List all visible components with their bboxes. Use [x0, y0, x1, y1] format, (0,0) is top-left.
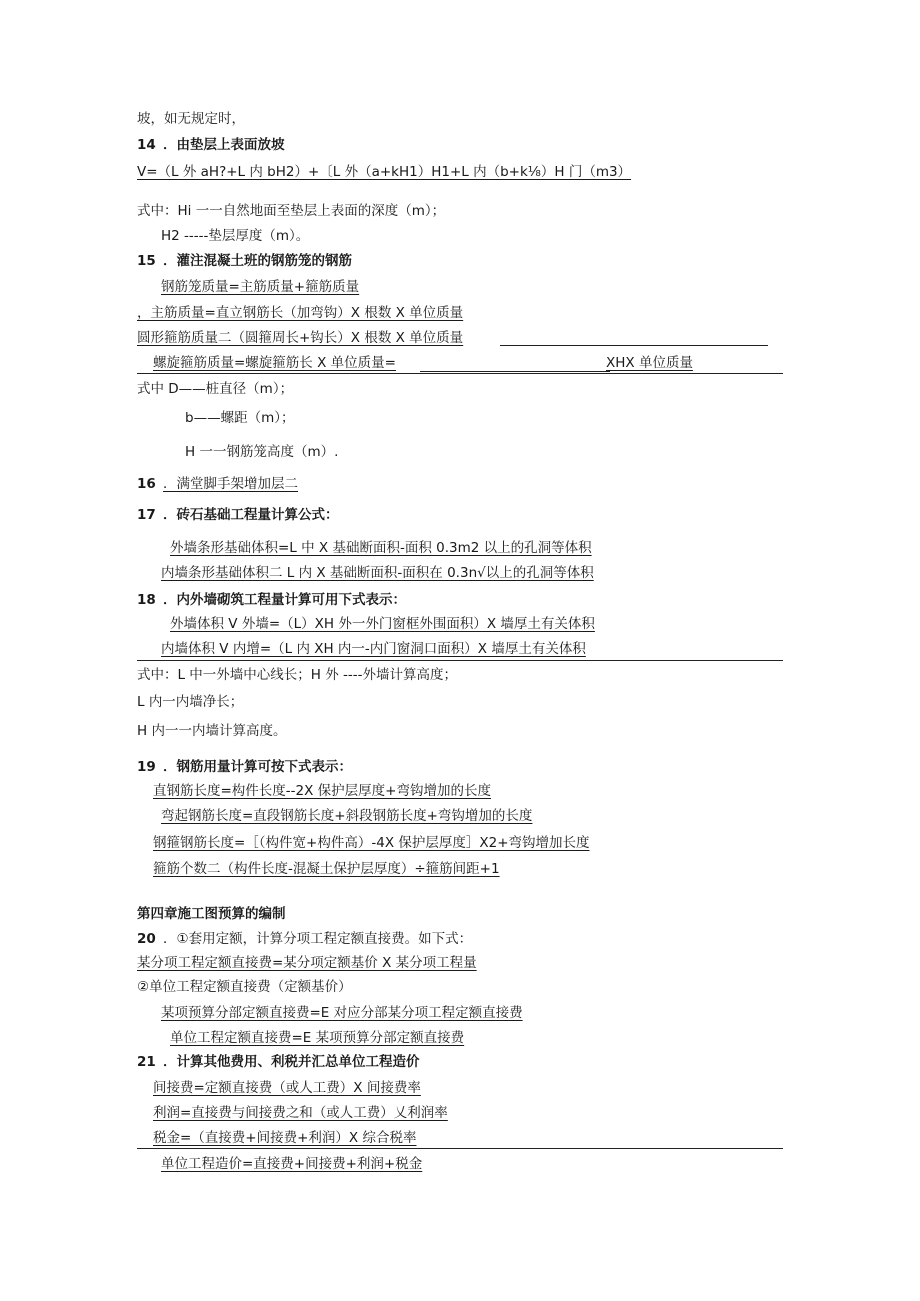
text-line: H2 -----垫层厚度（m）。: [161, 228, 310, 244]
formula-line: 单位工程造价=直接费+间接费+利润+税金: [161, 1156, 423, 1172]
text-line: b——螺距（m）；: [185, 410, 295, 426]
formula-line: 外墙体积 V 外墙=（L）XH 外一外门窗框外围面积）X 墙厚土有关体积: [170, 616, 595, 632]
formula-line: 圆形箍筋质量二（圆箍周长+钩长）X 根数 X 单位质量: [137, 330, 464, 346]
section-heading-21: [137, 1053, 420, 1071]
formula-line: 外墙条形基础体积=L 中 X 基础断面积-面积 0.3m2 以上的孔洞等体积: [170, 540, 592, 556]
section-heading-19: [137, 758, 352, 776]
section-title: ．灌注混凝土班的钢筋笼的钢筋: [163, 253, 352, 269]
formula-line: ，主筋质量=直立钢筋长（加弯钩）X 根数 X 单位质量: [137, 305, 464, 321]
text-line: 式中：L 中一外墙中心线长；H 外 ----外墙计算高度；: [137, 667, 458, 683]
section-title: ．钢筋用量计算可按下式表示：: [163, 759, 352, 775]
formula-line: 内墙体积 V 内增=（L 内 XH 内一-内门窗洞口面积）X 墙厚土有关体积: [161, 641, 586, 657]
section-number: 17: [137, 507, 156, 523]
formula-line: 某分项工程定额直接费=某分项定额基价 X 某分项工程量: [137, 955, 477, 971]
formula-line: 钢箍钢筋长度=［（构件宽+构件高）-4X 保护层厚度］X2+弯钩增加长度: [153, 835, 590, 851]
formula-line: 箍筋个数二（构件长度-混凝土保护层厚度）÷箍筋间距+1: [153, 861, 500, 877]
text-line: 式中：Hi 一一自然地面至垫层上表面的深度（m）；: [137, 203, 446, 219]
section-number: 15: [137, 253, 156, 269]
section-heading-17: [137, 506, 339, 524]
chapter-title: 第四章施工图预算的编制: [137, 906, 286, 922]
horizontal-rule: [137, 1148, 783, 1149]
section-title: ．①套用定额，计算分项工程定额直接费。如下式：: [163, 931, 473, 947]
formula-line: 螺旋箍筋质量=螺旋箍筋长 X 单位质量=: [153, 355, 396, 371]
section-title: ．由垫层上表面放坡: [163, 137, 285, 153]
section-number: 18: [137, 592, 156, 608]
underline-rule: [420, 371, 610, 372]
horizontal-rule: [137, 660, 783, 661]
formula-line: 单位工程定额直接费=E 某项预算分部定额直接费: [170, 1030, 465, 1046]
section-title: ．计算其他费用、利税并汇总单位工程造价: [163, 1054, 420, 1070]
formula-line: 钢筋笼质量=主筋质量+箍筋质量: [161, 279, 360, 295]
section-number: 14: [137, 137, 156, 153]
section-title: ．砖石基础工程量计算公式：: [163, 507, 339, 523]
section-title: ．满堂脚手架增加层二: [163, 476, 298, 492]
text-line: H 一一钢筋笼高度（m）.: [185, 444, 339, 460]
formula-line: 税金=（直接费+间接费+利润）X 综合税率: [153, 1130, 417, 1146]
text-line: L 内一内墙净长；: [137, 694, 244, 710]
formula-line: XHX 单位质量: [606, 355, 693, 371]
formula-line: 利润=直接费与间接费之和（或人工费）乂利润率: [153, 1105, 448, 1121]
section-heading-16: [137, 475, 298, 493]
underline-rule: [500, 345, 768, 346]
horizontal-rule: [137, 373, 783, 374]
section-heading-15: [137, 252, 352, 270]
formula-line: 某项预算分部定额直接费=E 对应分部某分项工程定额直接费: [161, 1005, 523, 1021]
formula-line: 直钢筋长度=构件长度--2X 保护层厚度+弯钩增加的长度: [153, 783, 491, 799]
text-line: ②单位工程定额直接费（定额基价）: [137, 979, 352, 995]
section-number: 19: [137, 759, 156, 775]
text-line: 式中 D——桩直径（m）；: [137, 381, 294, 397]
section-title: ．内外墙砌筑工程量计算可用下式表示：: [163, 592, 406, 608]
formula-line: V=（L 外 aH?+L 内 bH2）+〔L 外（a+kH1）H1+L 内（b+k⅛）H 门（m3）: [137, 164, 632, 180]
section-heading-20: [137, 930, 472, 948]
section-heading-18: [137, 591, 406, 609]
formula-line: 间接费=定额直接费（或人工费）X 间接费率: [153, 1080, 421, 1096]
text-line: 坡，如无规定时，: [137, 111, 245, 127]
section-number: 21: [137, 1054, 156, 1070]
section-number: 16: [137, 476, 156, 492]
section-number: 20: [137, 931, 156, 947]
formula-line: 弯起钢筋长度=直段钢筋长度+斜段钢筋长度+弯钩增加的长度: [161, 808, 533, 824]
text-line: H 内一一内墙计算高度。: [137, 723, 287, 739]
formula-line: 内墙条形基础体积二 L 内 X 基础断面积-面积在 0.3n√以上的孔洞等体积: [161, 565, 594, 581]
section-heading-14: [137, 136, 285, 154]
